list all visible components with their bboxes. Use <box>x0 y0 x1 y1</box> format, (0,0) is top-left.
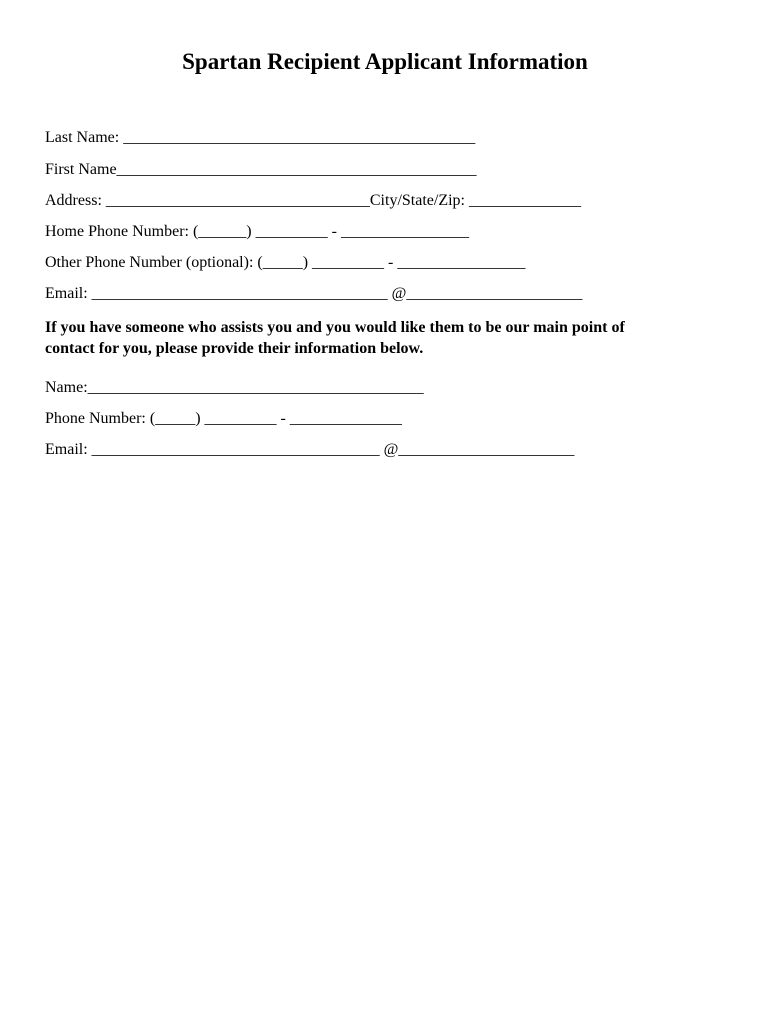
page-title: Spartan Recipient Applicant Information <box>182 49 588 74</box>
assistant-phone-field[interactable]: Phone Number: (_____) _________ - ______________ <box>45 410 402 427</box>
email-field[interactable]: Email: _____________________________________ @______________________ <box>45 285 583 302</box>
address-field[interactable]: Address: _________________________________City/State/Zip: ______________ <box>45 192 581 209</box>
note-line: contact for you, please provide their information below. <box>45 340 424 357</box>
assistant-email-field[interactable]: Email: ____________________________________ @______________________ <box>45 441 575 458</box>
note-line: If you have someone who assists you and you would like them to be our main point of <box>45 319 625 336</box>
other-phone-field[interactable]: Other Phone Number (optional): (_____) _________ - ________________ <box>45 254 526 271</box>
assistant-contact-note <box>45 317 735 359</box>
last-name-field[interactable]: Last Name: ____________________________________________ <box>45 129 476 146</box>
first-name-field[interactable]: First Name_____________________________________________ <box>45 161 477 178</box>
assistant-name-field[interactable]: Name:__________________________________________ <box>45 379 424 396</box>
home-phone-field[interactable]: Home Phone Number: (______) _________ - ________________ <box>45 223 469 240</box>
